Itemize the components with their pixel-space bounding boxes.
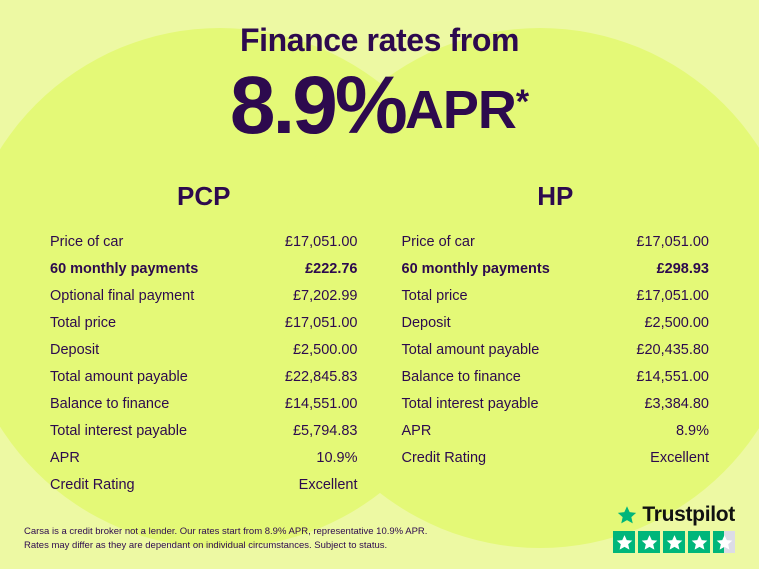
- rate-unit: APR: [404, 80, 516, 140]
- row-value: £22,845.83: [284, 368, 358, 385]
- row-label: APR: [401, 422, 432, 439]
- table-row: [50, 444, 358, 471]
- row-value: £17,051.00: [636, 287, 709, 304]
- table-row: [402, 390, 710, 417]
- table-row: [50, 417, 358, 444]
- row-value: Excellent: [298, 476, 358, 493]
- row-value: £17,051.00: [636, 233, 709, 250]
- rating-star-half-icon: [713, 531, 735, 553]
- headline: Finance rates from: [239, 22, 520, 58]
- row-value: £298.93: [656, 260, 709, 277]
- disclaimer-text: Carsa is a credit broker not a lender. Our rates start from 8.9% APR, representative 10.9% APR. Rates may differ as they are dependant on individual circumstances. Subject to status.: [24, 526, 428, 552]
- table-row: [402, 363, 710, 390]
- rate-asterisk: *: [515, 83, 530, 121]
- row-value: £14,551.00: [284, 395, 358, 412]
- table-row: [402, 282, 710, 309]
- table-row: [50, 255, 358, 282]
- trustpilot-rating-stars: [613, 531, 735, 553]
- row-value: 10.9%: [316, 449, 358, 466]
- row-label: Price of car: [401, 233, 475, 250]
- footer: [0, 503, 759, 553]
- row-label: 60 monthly payments: [401, 260, 550, 277]
- row-label: Total amount payable: [50, 368, 188, 385]
- row-label: Deposit: [401, 314, 451, 331]
- rating-star-icon: [663, 531, 685, 553]
- row-label: Total interest payable: [50, 422, 188, 439]
- table-row: [402, 417, 710, 444]
- row-label: Total interest payable: [401, 395, 539, 412]
- row-label: 60 monthly payments: [50, 260, 199, 277]
- table-row: [402, 255, 710, 282]
- finance-table-pcp: [28, 181, 380, 498]
- row-value: £5,794.83: [292, 422, 358, 439]
- trustpilot-star-icon: [617, 505, 637, 525]
- finance-table-hp: [380, 181, 732, 498]
- trustpilot-wordmark: Trustpilot: [642, 503, 735, 526]
- row-value: £20,435.80: [636, 341, 709, 358]
- row-value: £2,500.00: [292, 341, 358, 358]
- row-label: Credit Rating: [401, 449, 487, 466]
- rating-star-icon: [638, 531, 660, 553]
- rating-star-icon: [688, 531, 710, 553]
- row-value: £17,051.00: [284, 314, 358, 331]
- table-row: [50, 336, 358, 363]
- table-row: [50, 363, 358, 390]
- table-row: [402, 309, 710, 336]
- trustpilot-badge: [613, 503, 735, 553]
- table-row: [402, 444, 710, 471]
- row-value: £3,384.80: [644, 395, 709, 412]
- row-value: £14,551.00: [636, 368, 709, 385]
- table-row: [50, 309, 358, 336]
- row-label: Balance to finance: [401, 368, 521, 385]
- row-value: £222.76: [305, 260, 358, 277]
- rate-display: [0, 60, 759, 151]
- table-row: [50, 471, 358, 498]
- rate-number: 8.9%: [229, 60, 405, 151]
- row-label: Total amount payable: [401, 341, 540, 358]
- row-value: £2,500.00: [644, 314, 709, 331]
- trustpilot-logo: [613, 503, 735, 527]
- row-value: 8.9%: [675, 422, 709, 439]
- column-title-pcp: PCP: [177, 181, 231, 211]
- row-label: Total price: [50, 314, 117, 331]
- table-row: [402, 228, 710, 255]
- row-label: APR: [50, 449, 80, 466]
- row-label: Optional final payment: [50, 287, 195, 304]
- table-row: [50, 390, 358, 417]
- row-value: £7,202.99: [292, 287, 358, 304]
- row-label: Price of car: [50, 233, 124, 250]
- row-label: Deposit: [50, 341, 100, 358]
- row-label: Credit Rating: [50, 476, 135, 493]
- row-value: £17,051.00: [284, 233, 358, 250]
- table-row: [50, 282, 358, 309]
- column-title-hp: HP: [537, 181, 574, 211]
- table-row: [402, 336, 710, 363]
- rating-star-icon: [613, 531, 635, 553]
- row-label: Balance to finance: [50, 395, 170, 412]
- row-label: Total price: [401, 287, 468, 304]
- finance-tables: [0, 181, 759, 498]
- table-row: [50, 228, 358, 255]
- row-value: Excellent: [650, 449, 709, 466]
